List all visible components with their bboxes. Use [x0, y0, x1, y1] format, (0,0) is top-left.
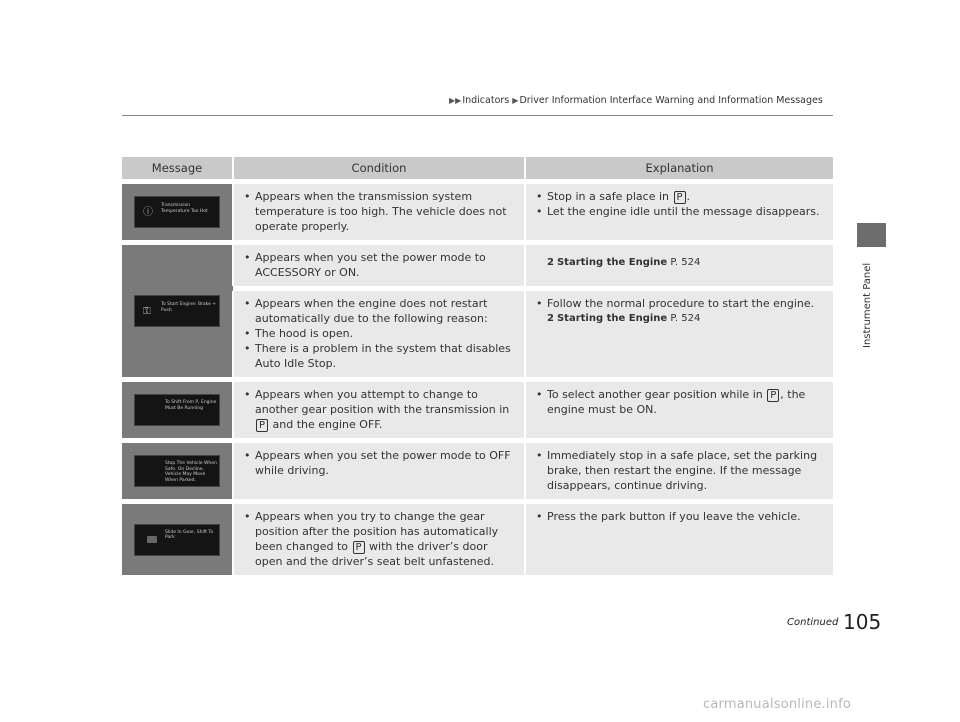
park-button-icon: [147, 536, 157, 543]
breadcrumb-item-indicators[interactable]: Indicators: [462, 95, 510, 106]
condition-cell: [233, 291, 525, 377]
reference-arrow-icon: 2: [547, 257, 554, 268]
watermark: carmanualsonline.info: [703, 697, 852, 712]
message-image-cell: [122, 504, 233, 575]
park-key-icon: P: [353, 541, 365, 554]
warning-circle-icon: ⓘ: [143, 207, 153, 218]
message-display-image: [134, 455, 220, 487]
table-row: [122, 245, 833, 286]
condition-cell: [233, 443, 525, 499]
table-row: [122, 382, 833, 438]
message-image-cell: [122, 443, 233, 499]
park-key-icon: P: [674, 191, 686, 204]
explanation-cell: [525, 245, 833, 286]
condition-text: • Appears when you set the power mode to ACCESSORY or ON.: [242, 250, 518, 280]
display-text: Transmission Temperature Too Hot: [161, 203, 208, 214]
explanation-text: • To select another gear position while in P , the engine must be ON.: [534, 387, 827, 417]
explanation-text: • Follow the normal procedure to start the engine.: [534, 296, 827, 311]
condition-cell: [233, 504, 525, 575]
explanation-cell: [525, 504, 833, 575]
condition-text: • There is a problem in the system that disables Auto Idle Stop.: [242, 341, 518, 371]
condition-text: • Appears when the transmission system temperature is too high. The vehicle does not operate properly.: [242, 189, 518, 234]
condition-cell: [233, 245, 525, 286]
explanation-cell: [525, 443, 833, 499]
breadcrumb: [449, 95, 823, 106]
condition-text: • Appears when you set the power mode to OFF while driving.: [242, 448, 518, 478]
condition-cell: [233, 382, 525, 438]
condition-text: • The hood is open.: [242, 326, 518, 341]
park-key-icon: P: [256, 419, 268, 432]
explanation-cell: [525, 184, 833, 240]
message-display-image: [134, 196, 220, 228]
header-condition: Condition: [233, 157, 525, 179]
display-text: To Start Engine: Brake + Push: [161, 302, 217, 313]
reference-arrow-icon: 2: [547, 313, 554, 324]
cross-reference-link[interactable]: 2 Starting the Engine P. 524: [547, 257, 701, 268]
park-key-icon: P: [767, 389, 779, 402]
section-side-label: Instrument Panel: [862, 262, 873, 348]
header-rule: [122, 115, 833, 116]
message-display-image: [134, 524, 220, 556]
display-text: Stop The Vehicle When Safe. On Decline, Vehicle May Move When Parked.: [165, 461, 217, 483]
cross-reference-link[interactable]: 2 Starting the Engine P. 524: [547, 313, 701, 324]
message-image-cell: [122, 245, 233, 377]
condition-cell: [233, 184, 525, 240]
condition-text: • Appears when you try to change the gear position after the position has automatically been changed to P with the driver’s door open and the driver’s seat belt unfastened.: [242, 509, 518, 569]
condition-text: • Appears when the engine does not restart automatically due to the following reason:: [242, 296, 518, 326]
explanation-text: • Press the park button if you leave the vehicle.: [534, 509, 827, 524]
condition-text: • Appears when you attempt to change to another gear position with the transmission in P and the engine OFF.: [242, 387, 518, 432]
page-number: 105: [843, 610, 882, 634]
header-explanation: Explanation: [525, 157, 833, 179]
explanation-text: • Let the engine idle until the message disappears.: [534, 204, 827, 219]
breadcrumb-arrow-icon: ▶▶: [449, 96, 462, 105]
breadcrumb-arrow-icon: ▶: [512, 96, 519, 105]
table-row: [122, 504, 833, 575]
explanation-cell: [525, 291, 833, 377]
explanation-cell: [525, 382, 833, 438]
message-table: [122, 157, 833, 575]
table-row: [122, 443, 833, 499]
continued-label: Continued: [787, 617, 839, 628]
key-start-icon: ⚿: [143, 306, 151, 317]
explanation-text: • Immediately stop in a safe place, set the parking brake, then restart the engine. If the message disappears, continue driving.: [534, 448, 827, 493]
display-text: To Shift From P, Engine Must Be Running: [165, 400, 217, 411]
message-image-cell: [122, 184, 233, 240]
message-display-image: [134, 295, 220, 327]
breadcrumb-item-messages[interactable]: Driver Information Interface Warning and Information Messages: [519, 95, 823, 106]
display-text: Slide In Gear, Shift To Park: [165, 529, 214, 540]
header-message: Message: [122, 157, 233, 179]
table-row: [122, 184, 833, 240]
explanation-text: • Stop in a safe place in P .: [534, 189, 827, 204]
message-image-cell: [122, 382, 233, 438]
message-display-image: [134, 394, 220, 426]
table-header-row: [122, 157, 833, 179]
